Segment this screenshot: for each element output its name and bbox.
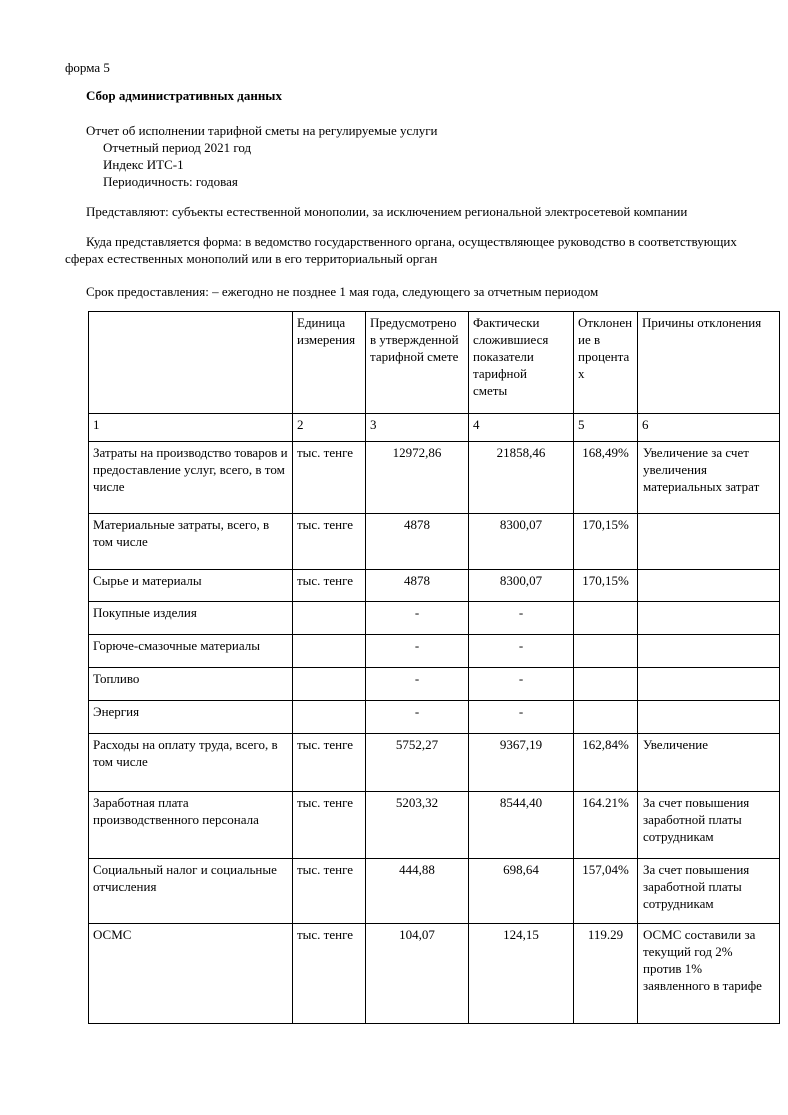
cell-indicator-name: Покупные изделия xyxy=(89,602,293,635)
cell-unit xyxy=(293,668,366,701)
table-row xyxy=(89,602,780,635)
cell-actual-value: 8544,40 xyxy=(469,792,574,859)
document-header xyxy=(65,59,764,300)
cell-indicator-name: ОСМС xyxy=(89,924,293,1024)
column-number: 2 xyxy=(293,414,366,442)
header-cell-planned: Предусмотрено в утвержденной тарифной смете xyxy=(366,312,469,414)
cell-unit: тыс. тенге xyxy=(293,734,366,792)
cell-planned-value: 5203,32 xyxy=(366,792,469,859)
cell-deviation-percent: 164.21% xyxy=(574,792,638,859)
cell-deviation-reason xyxy=(638,668,780,701)
submitters-paragraph: Представляют: субъекты естественной монополии, за исключением региональной электросетевой компании xyxy=(86,204,688,219)
cell-indicator-name: Социальный налог и социальные отчисления xyxy=(89,859,293,924)
cell-planned-value: - xyxy=(366,668,469,701)
table-row xyxy=(89,668,780,701)
cell-indicator-name: Горюче-смазочные материалы xyxy=(89,635,293,668)
cell-actual-value: 698,64 xyxy=(469,859,574,924)
cell-planned-value: 12972,86 xyxy=(366,442,469,514)
tariff-report-table xyxy=(88,311,780,1024)
header-cell-reason: Причины отклонения xyxy=(638,312,780,414)
form-label: форма 5 xyxy=(65,60,110,75)
cell-actual-value: 8300,07 xyxy=(469,570,574,602)
table-row xyxy=(89,514,780,570)
cell-planned-value: 444,88 xyxy=(366,859,469,924)
cell-deviation-percent: 162,84% xyxy=(574,734,638,792)
cell-deviation-reason: За счет повышения заработной платы сотрудникам xyxy=(638,859,780,924)
deadline-paragraph: Срок предоставления: – ежегодно не позднее 1 мая года, следующего за отчетным периодом xyxy=(86,284,599,299)
column-number: 5 xyxy=(574,414,638,442)
cell-deviation-percent: 170,15% xyxy=(574,514,638,570)
cell-indicator-name: Топливо xyxy=(89,668,293,701)
column-number: 6 xyxy=(638,414,780,442)
cell-unit: тыс. тенге xyxy=(293,792,366,859)
header-cell-indicator xyxy=(89,312,293,414)
cell-actual-value: - xyxy=(469,668,574,701)
cell-deviation-reason: Увеличение xyxy=(638,734,780,792)
cell-unit: тыс. тенге xyxy=(293,859,366,924)
cell-actual-value: - xyxy=(469,635,574,668)
cell-indicator-name: Энергия xyxy=(89,701,293,734)
header-cell-deviation: Отклонение в процентах xyxy=(574,312,638,414)
cell-deviation-percent: 170,15% xyxy=(574,570,638,602)
cell-deviation-percent xyxy=(574,635,638,668)
tariff-table-body xyxy=(89,442,780,1024)
cell-deviation-reason xyxy=(638,514,780,570)
column-number: 1 xyxy=(89,414,293,442)
table-row xyxy=(89,635,780,668)
cell-actual-value: - xyxy=(469,701,574,734)
table-row xyxy=(89,734,780,792)
cell-unit: тыс. тенге xyxy=(293,442,366,514)
column-number: 4 xyxy=(469,414,574,442)
cell-unit: тыс. тенге xyxy=(293,570,366,602)
cell-unit xyxy=(293,602,366,635)
cell-deviation-percent xyxy=(574,602,638,635)
cell-deviation-reason: За счет повышения заработной платы сотрудникам xyxy=(638,792,780,859)
header-cell-unit: Единица измерения xyxy=(293,312,366,414)
table-header-row xyxy=(89,312,780,414)
cell-actual-value: - xyxy=(469,602,574,635)
cell-deviation-reason xyxy=(638,570,780,602)
cell-actual-value: 124,15 xyxy=(469,924,574,1024)
cell-unit: тыс. тенге xyxy=(293,924,366,1024)
cell-actual-value: 21858,46 xyxy=(469,442,574,514)
cell-planned-value: - xyxy=(366,602,469,635)
cell-deviation-reason xyxy=(638,602,780,635)
cell-unit: тыс. тенге xyxy=(293,514,366,570)
cell-deviation-percent: 157,04% xyxy=(574,859,638,924)
column-number-row xyxy=(89,414,780,442)
cell-indicator-name: Сырье и материалы xyxy=(89,570,293,602)
destination-paragraph: Куда представляется форма: в ведомство государственного органа, осуществляющее руководство в соответствующих сферах естественных монополий или в его территориальный орган xyxy=(65,234,737,266)
table-row xyxy=(89,442,780,514)
table-row xyxy=(89,859,780,924)
cell-planned-value: 104,07 xyxy=(366,924,469,1024)
cell-planned-value: 4878 xyxy=(366,514,469,570)
table-row xyxy=(89,701,780,734)
cell-deviation-reason: Увеличение за счет увеличения материальных затрат xyxy=(638,442,780,514)
cell-indicator-name: Расходы на оплату труда, всего, в том числе xyxy=(89,734,293,792)
cell-actual-value: 9367,19 xyxy=(469,734,574,792)
report-periodicity: Периодичность: годовая xyxy=(103,174,238,189)
cell-deviation-percent: 168,49% xyxy=(574,442,638,514)
document-title: Сбор административных данных xyxy=(86,88,282,103)
cell-deviation-percent xyxy=(574,668,638,701)
cell-unit xyxy=(293,701,366,734)
cell-deviation-percent: 119.29 xyxy=(574,924,638,1024)
cell-indicator-name: Заработная плата производственного персонала xyxy=(89,792,293,859)
cell-planned-value: 4878 xyxy=(366,570,469,602)
header-cell-actual-text: Фактически сложившиеся показатели тарифной сметы xyxy=(473,315,549,398)
cell-indicator-name: Материальные затраты, всего, в том числе xyxy=(89,514,293,570)
table-row xyxy=(89,924,780,1024)
cell-deviation-reason: ОСМС составили за текущий год 2% против 1% заявленного в тарифе xyxy=(638,924,780,1024)
header-cell-actual xyxy=(469,312,574,414)
cell-planned-value: - xyxy=(366,635,469,668)
table-row xyxy=(89,570,780,602)
cell-unit xyxy=(293,635,366,668)
cell-planned-value: 5752,27 xyxy=(366,734,469,792)
table-row xyxy=(89,792,780,859)
report-period: Отчетный период 2021 год xyxy=(103,140,252,155)
cell-deviation-percent xyxy=(574,701,638,734)
cell-indicator-name: Затраты на производство товаров и предоставление услуг, всего, в том числе xyxy=(89,442,293,514)
report-index: Индекс ИТС-1 xyxy=(103,157,184,172)
cell-planned-value: - xyxy=(366,701,469,734)
cell-deviation-reason xyxy=(638,635,780,668)
cell-deviation-reason xyxy=(638,701,780,734)
column-number: 3 xyxy=(366,414,469,442)
cell-actual-value: 8300,07 xyxy=(469,514,574,570)
report-title: Отчет об исполнении тарифной сметы на регулируемые услуги xyxy=(86,123,438,138)
